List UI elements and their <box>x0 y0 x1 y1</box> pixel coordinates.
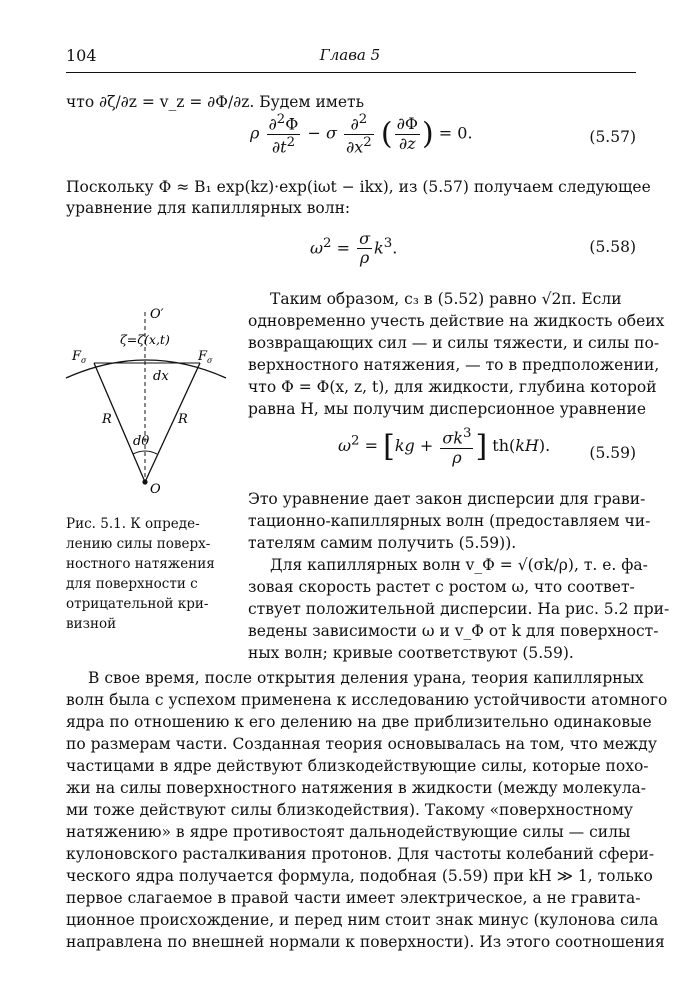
text-line: равна H, мы получим дисперсионное уравнение <box>248 400 647 418</box>
chapter-title: Глава 5 <box>319 46 381 64</box>
text-line: ческого ядра получается формула, подобная (5.59) при kH ≫ 1, только <box>66 867 653 885</box>
text-line: зовая скорость растет с ростом ω, что соответ- <box>248 578 635 596</box>
header-rule <box>66 72 636 73</box>
text-line: направлена по внешней нормали к поверхности). Из этого соотношения <box>66 933 665 951</box>
text-line: по размерам части. Созданная теория основывалась на том, что между <box>66 735 657 753</box>
equation-number-5-58: (5.58) <box>589 238 636 256</box>
label-zeta: ζ=ζ(x,t) <box>120 332 170 347</box>
label-dtheta: dθ <box>133 434 150 449</box>
text-line: натяжению» в ядре противостоят дальнодействующие силы — силы <box>66 823 631 841</box>
text-line: Это уравнение дает закон дисперсии для грави- <box>248 490 646 508</box>
equation-5-57: ρ $\frac{\partial^2\Phi}{\partial t^2}$ − σ $\frac{\partial^2}{\partial x^2}$ ( $\frac{\partial\Phi}{\partial z}$ ) = 0. <box>250 112 473 157</box>
text-line: ствует положительной дисперсии. На рис. 5.2 при- <box>248 600 670 618</box>
figure-5-1 <box>60 298 240 503</box>
text-line: В свое время, после открытия деления урана, теория капиллярных <box>88 669 644 687</box>
equation-5-58: $\omega^2$ = $\frac{\sigma}{\rho}$ $k^3$. <box>310 229 398 268</box>
page-number: 104 <box>66 46 97 65</box>
text-line: ядра по отношению к его делению на две приблизительно одинаковые <box>66 713 652 731</box>
equation-number-5-59: (5.59) <box>589 444 636 462</box>
caption-line: для поверхности с <box>66 576 198 592</box>
label-f-right: F <box>198 349 208 364</box>
text-line: волн была с успехом применена к исследованию устойчивости атомного <box>66 691 668 709</box>
label-sigma-left: σ <box>81 356 87 365</box>
text-line: кулоновского расталкивания протонов. Для частоты колебаний сфери- <box>66 845 655 863</box>
caption-line: лению силы поверх- <box>66 536 211 552</box>
label-f-left: F <box>72 349 82 364</box>
text-line: жи на силы поверхностного натяжения в жидкости (между молекула- <box>66 779 647 797</box>
text-line: Таким образом, c₃ в (5.52) равно √2π. Если <box>270 290 622 308</box>
text-line-intro: что ∂ζ/∂z = v_z = ∂Φ/∂z. Будем иметь <box>66 93 365 111</box>
caption-line: отрицательной кри- <box>66 596 209 612</box>
text-line: первое слагаемое в правой части имеет электрическое, а не гравита- <box>66 889 641 907</box>
text-line: ми тоже действуют силы близкодействия). Такому «поверхностному <box>66 801 634 819</box>
label-o: O <box>150 482 161 497</box>
text-line: что Φ = Φ(x, z, t), для жидкости, глубина которой <box>248 378 657 396</box>
text-line: одновременно учесть действие на жидкость обеих <box>248 312 665 330</box>
text-line: Для капиллярных волн v_Φ = √(σk/ρ), т. е. фа- <box>270 556 648 574</box>
caption-line: Рис. 5.1. К опреде- <box>66 516 200 532</box>
label-r-left: R <box>102 412 112 427</box>
label-sigma-right: σ <box>207 356 213 365</box>
figure-caption <box>66 514 236 634</box>
text-line: частицами в ядре действуют близкодействующие силы, которые похо- <box>66 757 649 775</box>
center-point <box>142 479 147 484</box>
text-line: ционное происхождение, и перед ним стоит знак минус (кулонова сила <box>66 911 659 929</box>
equation-5-59: $\omega^2 = [kg$ + $\frac{\sigma k^3}{\rho}$ ] th(kH). <box>338 426 551 467</box>
label-dx: dx <box>153 369 169 384</box>
caption-line: ностного натяжения <box>66 556 215 572</box>
text-line: возвращающих сил — и силы тяжести, и силы по- <box>248 334 660 352</box>
text-line: верхностного натяжения, — то в предположении, <box>248 356 660 374</box>
text-line: тационно-капиллярных волн (предоставляем чи- <box>248 512 651 530</box>
text-line: Поскольку Φ ≈ B₁ exp(kz)·exp(iωt − ikx), из (5.57) получаем следующее <box>66 178 651 196</box>
text-line: ных волн; кривые соответствуют (5.59). <box>248 644 574 662</box>
equation-number-5-57: (5.57) <box>589 128 636 146</box>
text-line: ведены зависимости ω и v_Φ от k для поверхност- <box>248 622 659 640</box>
label-r-right: R <box>178 412 188 427</box>
label-o-prime: O′ <box>150 307 164 322</box>
text-line: уравнение для капиллярных волн: <box>66 199 351 217</box>
caption-line: визной <box>66 616 117 632</box>
text-line: тателям самим получить (5.59)). <box>248 534 517 552</box>
